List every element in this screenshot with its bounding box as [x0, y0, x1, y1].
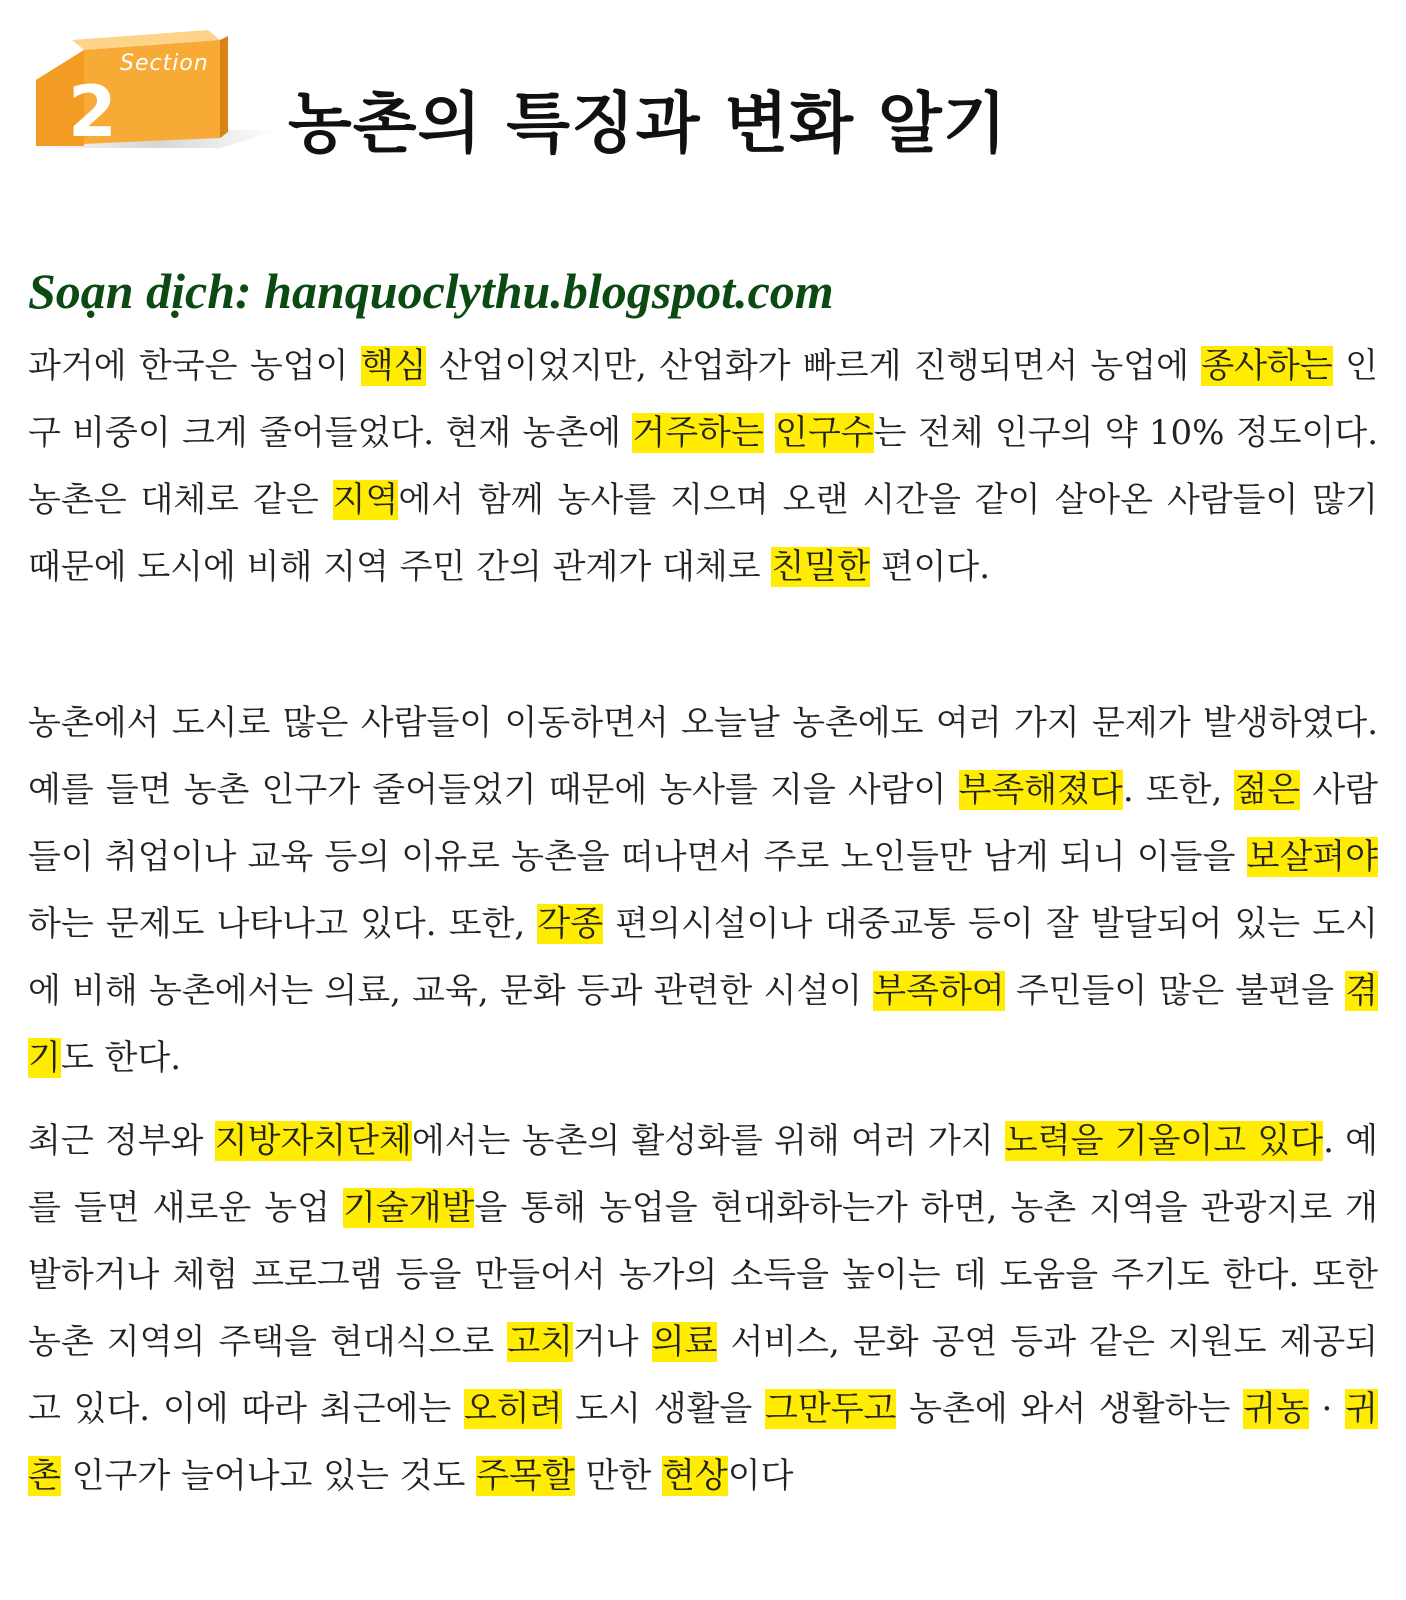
text-segment: 도시 생활을	[562, 1389, 766, 1429]
highlighted-term: 부족해졌다	[958, 770, 1123, 810]
text-segment: 편이다.	[869, 547, 991, 587]
highlighted-term: 종사하는	[1201, 346, 1333, 386]
section-word: Section	[120, 51, 209, 76]
text-segment: 편의시설이나 대중교통 등이 잘 발달되어 있는 도시에 비해 농촌에서는 의료, 교육, 문화 등과 관련한 시설이	[28, 904, 1378, 1011]
text-segment: 과거에 한국은 농업이	[28, 346, 361, 386]
text-segment: 에서 함께 농사를 지으며 오랜 시간을 같이 살아온 사람들이 많기 때문에 도시에 비해 지역 주민 간의 관계가 대체로	[28, 480, 1378, 587]
highlighted-term: 친밀한	[771, 547, 870, 587]
text-segment: 에서는 농촌의 활성화를 위해 여러 가지	[411, 1121, 1005, 1161]
paragraph-1	[28, 333, 1378, 601]
paragraph-3	[28, 1108, 1378, 1510]
highlighted-term: 의료	[651, 1322, 718, 1362]
translator-credit: Soạn dịch: hanquoclythu.blogspot.com	[28, 263, 834, 319]
badge-side-face	[220, 36, 228, 138]
highlighted-term: 고치	[507, 1322, 573, 1362]
text-segment: 서비스, 문화 공연 등과 같은 지원도 제공되고 있다. 이에 따라 최근에는	[28, 1322, 1379, 1429]
text-segment: 을 통해 농업을 현대화하는가 하면, 농촌 지역을 관광지로 개발하거나 체험 프로그램 등을 만들어서 농가의 소득을 높이는 데 도움을 주기도 한다. 또한 농촌 지역의 주택을 현대식으로	[28, 1188, 1378, 1362]
text-segment	[764, 413, 775, 453]
text-segment: 최근 정부와	[28, 1121, 215, 1161]
highlighted-term: 인구수	[775, 413, 874, 453]
text-segment: . 또한,	[1122, 770, 1235, 810]
highlighted-term: 귀촌	[28, 1389, 1378, 1496]
paragraph-2	[28, 690, 1378, 1092]
text-segment: . 예를 들면 새로운 농업	[28, 1121, 1378, 1228]
highlighted-term: 오히려	[463, 1389, 563, 1429]
page-title: 농촌의 특징과 변화 알기	[288, 85, 1008, 162]
section-number: 2	[68, 71, 117, 153]
highlighted-term: 지방자치단체	[214, 1121, 412, 1161]
text-segment: 인구가 늘어나고 있는 것도	[60, 1456, 477, 1496]
text-segment: 인구 비중이 크게 줄어들었다. 현재 농촌에	[28, 346, 1378, 453]
text-segment: 이다	[727, 1456, 794, 1496]
highlighted-term: 핵심	[360, 346, 427, 386]
highlighted-term: 주목할	[476, 1456, 575, 1496]
highlighted-term: 귀농	[1243, 1389, 1309, 1429]
text-segment: 만한	[574, 1456, 663, 1496]
text-segment: 주민들이 많은 불편을	[1004, 971, 1346, 1011]
text-segment: 사람들이 취업이나 교육 등의 이유로 농촌을 떠나면서 주로 노인들만 남게 되니 이들을	[28, 770, 1379, 877]
text-segment: 산업이었지만, 산업화가 빠르게 진행되면서 농업에	[426, 346, 1202, 386]
highlighted-term: 보살펴야	[1246, 837, 1378, 877]
highlighted-term: 현상	[662, 1456, 728, 1496]
text-segment: 농촌에 와서 생활하는	[896, 1389, 1244, 1429]
highlighted-term: 노력을 기울이고 있다	[1004, 1121, 1324, 1161]
highlighted-term: 젊은	[1234, 770, 1301, 810]
text-segment: 는 전체 인구의 약 10% 정도이다. 농촌은 대체로 같은	[28, 413, 1379, 520]
text-segment: 농촌에서 도시로 많은 사람들이 이동하면서 오늘날 농촌에도 여러 가지 문제가 발생하였다. 예를 들면 농촌 인구가 줄어들었기 때문에 농사를 지을 사람이	[28, 703, 1378, 810]
text-segment: 거나	[572, 1322, 652, 1362]
text-segment: ·	[1308, 1389, 1346, 1429]
text-segment: 하는 문제도 나타나고 있다. 또한,	[28, 904, 538, 944]
highlighted-term: 거주하는	[632, 413, 764, 453]
text-segment: 도 한다.	[60, 1038, 182, 1078]
highlighted-term: 기술개발	[343, 1188, 475, 1228]
highlighted-term: 각종	[537, 904, 604, 944]
highlighted-term: 지역	[332, 480, 399, 520]
highlighted-term: 겪기	[28, 971, 1379, 1078]
highlighted-term: 부족하여	[873, 971, 1005, 1011]
highlighted-term: 그만두고	[765, 1389, 897, 1429]
section-badge	[30, 28, 290, 178]
